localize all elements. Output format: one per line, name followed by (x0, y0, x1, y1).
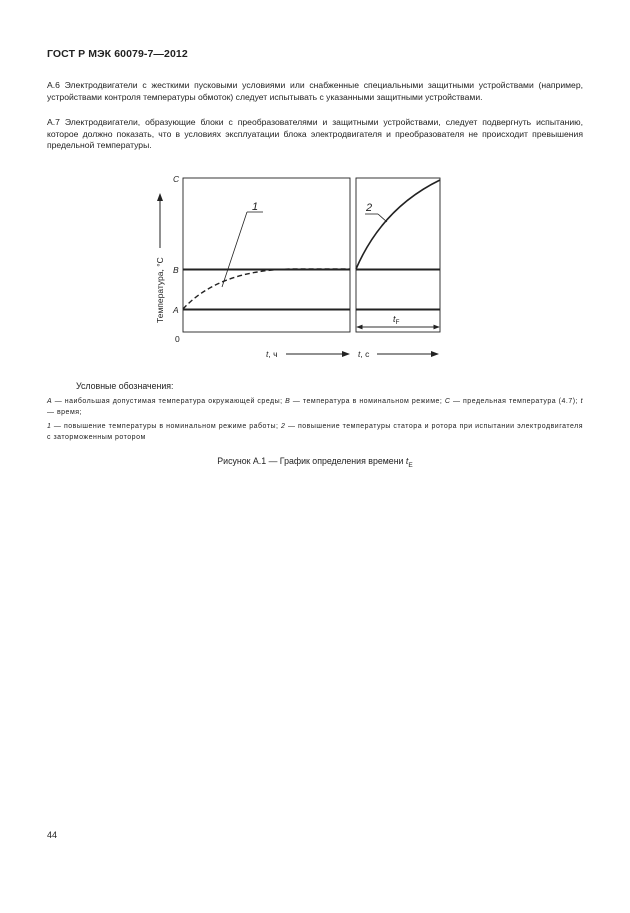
page-number: 44 (47, 830, 58, 840)
origin-label: 0 (175, 334, 180, 344)
level-a-label: A (173, 305, 179, 315)
y-axis-label: Температура, °С (155, 257, 165, 323)
legend-curve-1-number: 1 (47, 423, 52, 430)
legend-symbols (47, 396, 583, 418)
document-header: ГОСТ Р МЭК 60079-7—2012 (47, 48, 188, 60)
figure-caption (0, 456, 630, 469)
caption-text: Рисунок А.1 — График определения времени (217, 456, 406, 466)
legend-b-text: — температура в номинальном режиме; (290, 398, 445, 405)
curve-1-dashed (183, 269, 350, 309)
legend-curve-1-text: — повышение температуры в номинальном режиме работы; (51, 423, 282, 430)
left-x-label: t, ч (266, 349, 278, 359)
caption-sub: E (408, 461, 413, 469)
legend-a-symbol: A (47, 398, 53, 405)
legend-t-symbol: t (580, 398, 584, 405)
temperature-time-figure (0, 0, 630, 380)
curve-2-label: 2 (366, 202, 373, 214)
legend-a-text: — наибольшая допустимая температура окружающей среды; (52, 398, 286, 405)
curve-1-label: 1 (252, 201, 259, 213)
legend-b-symbol: B (285, 398, 291, 405)
caption-var: t (405, 456, 409, 466)
legend-curve-2-text: — повышение температуры статора и ротора при испытании электродвигателя с заторможенным ротором (47, 423, 584, 441)
legend-c-symbol: C (444, 398, 451, 405)
curve-2-leader-diagonal (378, 214, 387, 222)
legend-title: Условные обозначения: (76, 381, 174, 391)
paragraph-a7: А.7 Электродвигатели, образующие блоки с преобразователями и защитными устройствами, следует подвергнуть испытанию, которое должно показать, что в условиях эксплуатации блока электродвигателя и преобразователя не происходит превышения предельной температуры. (47, 117, 583, 151)
right-x-label: t, с (358, 349, 370, 359)
level-b-label: B (173, 265, 179, 275)
legend-curves (47, 421, 583, 443)
level-c-label: C (173, 174, 180, 184)
legend-t-text: — время; (47, 409, 82, 416)
curve-2 (356, 180, 440, 269)
curve-1-leader-diagonal (222, 212, 247, 287)
legend-curve-2-number: 2 (281, 423, 286, 430)
paragraph-a6: А.6 Электродвигатели с жесткими пусковыми условиями или снабженные специальными защитными устройствами (например, устройствами контроля температуры обмоток) следует испытывать с указанными защитными устройствами. (47, 80, 583, 102)
legend-c-text: — предельная температура (4.7); (450, 398, 581, 405)
tf-label: $t_F$ (393, 314, 400, 326)
